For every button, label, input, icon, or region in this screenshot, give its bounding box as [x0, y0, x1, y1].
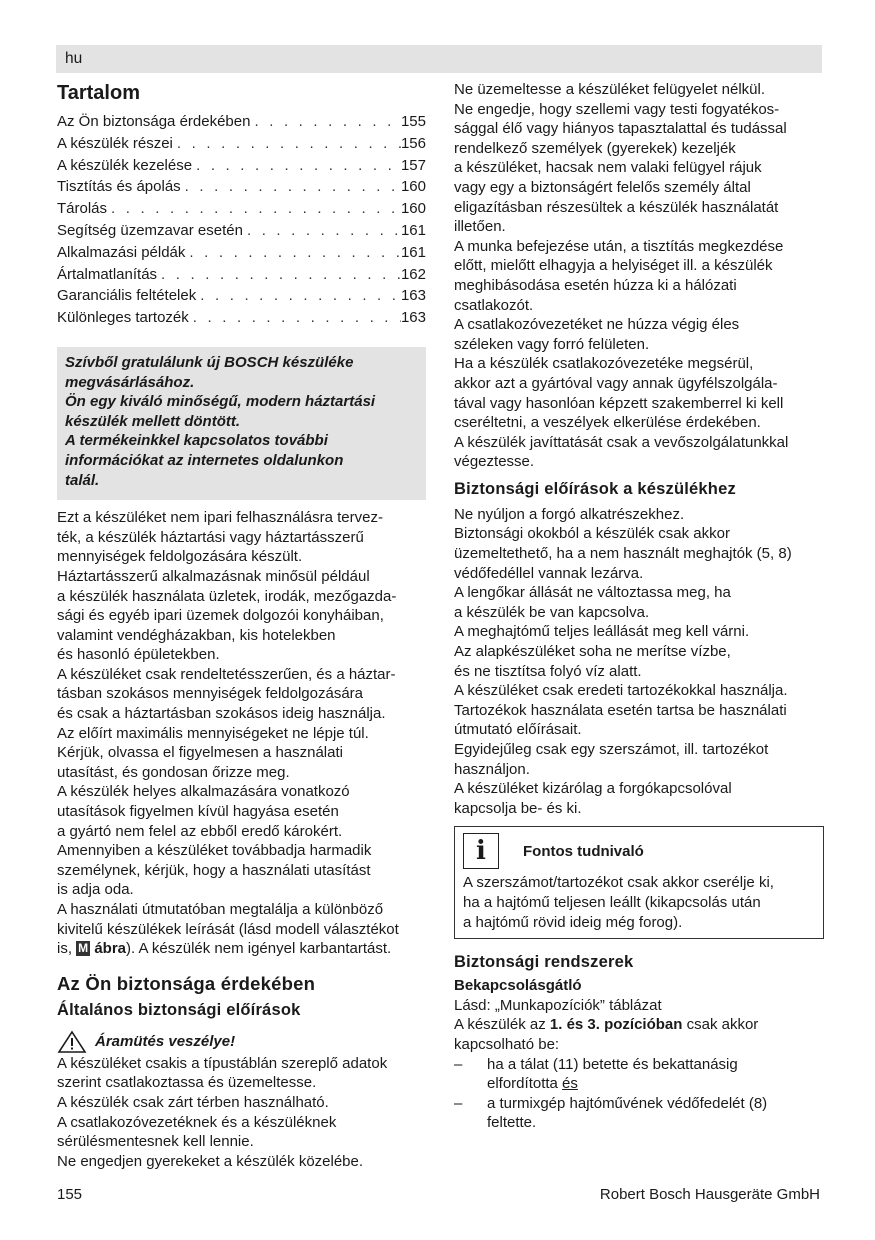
text-line: utasítást, és gondosan őrizze meg. — [57, 763, 290, 781]
info-header — [463, 833, 815, 869]
item2-line2: feltette. — [487, 1114, 537, 1132]
toc-item — [57, 113, 426, 135]
safety-title: Az Ön biztonsága érdekében — [57, 972, 316, 994]
text-line: Ön egy kiváló minőségű, modern háztartási — [65, 393, 376, 411]
toc-item-page: 160 — [400, 178, 426, 196]
item2-line1: a turmixgép hajtóművének védőfedelét (8) — [487, 1094, 768, 1112]
intro-last-line — [57, 939, 426, 959]
toc-item-label: A készülék kezelése — [57, 156, 193, 174]
toc-leader-dots — [157, 266, 401, 283]
toc-item — [57, 309, 426, 331]
text-line: a készüléket, hacsak nem valaki felügyel rájuk — [454, 159, 762, 177]
position-line — [454, 1015, 824, 1035]
text-line: Egyidejűleg csak egy szerszámot, ill. tartozékot — [454, 741, 769, 758]
text-line: Ezt a készüléket nem ipari felhasználásra tervez- — [57, 509, 383, 527]
text-line: A készüléket csak rendeltetésszerűen, és a háztar- — [57, 665, 396, 683]
text-line: a készülék használata üzletek, irodák, mezőgazda- — [57, 587, 397, 605]
congratulation-notice — [57, 347, 426, 500]
text-line: A termékeinkkel kapcsolatos további — [65, 432, 328, 450]
text-line: ték, a készülék háztartási vagy háztartásszerű — [57, 528, 364, 546]
text-line: használjon. — [454, 760, 530, 778]
figure-ref: ábra — [94, 940, 127, 958]
device-safety-title: Biztonsági előírások a készülékhez — [454, 479, 736, 498]
language-code: hu — [65, 50, 83, 67]
text-line: A készülék helyes alkalmazására vonatkozó — [57, 783, 350, 801]
footer-company: Robert Bosch Hausgeräte GmbH — [599, 1186, 820, 1203]
position-prefix: A készülék az — [454, 1016, 550, 1034]
list-item — [454, 1094, 824, 1133]
text-line: üzemeltethető, ha a nem használt meghajtók (5, 8) — [454, 545, 792, 563]
text-line: A készüléket kizárólag a forgókapcsolóval — [454, 780, 732, 798]
text-line: Az alapkészüléket soha ne merítse vízbe, — [454, 643, 731, 661]
text-line: cseréltetni, a veszélyek elkerülése érdekében. — [454, 414, 761, 432]
toc-item — [57, 135, 426, 157]
text-line: A csatlakozóvezetéket ne húzza végig éles — [454, 316, 740, 334]
text-line: a gyártó nem felel az ebből eredő károkért. — [57, 822, 343, 840]
text-line: A meghajtómű teljes leállását meg kell várni. — [454, 623, 750, 641]
toc-item-page: 156 — [400, 134, 426, 152]
info-text — [463, 873, 815, 932]
text-line: Szívből gratulálunk új BOSCH készüléke — [65, 353, 354, 371]
text-line: Kérjük, olvassa el figyelmesen a használati — [57, 744, 343, 762]
text-line: kivitelű készülékek leírását (lásd modell választékot — [57, 920, 399, 938]
toc-item-page: 162 — [400, 265, 426, 283]
toc-title: Tartalom — [57, 82, 140, 104]
text-line: Az előírt maximális mennyiségeket ne lépje túl. — [57, 724, 369, 742]
text-line: A készülék csak zárt térben használható. — [57, 1093, 329, 1111]
position-suffix: csak akkor — [682, 1016, 759, 1034]
text-line: információkat az internetes oldalunkon — [65, 451, 344, 469]
intro-text — [57, 508, 426, 939]
toc-item-page: 163 — [400, 309, 426, 327]
language-bar — [56, 45, 822, 73]
text-line: végeztesse. — [454, 453, 535, 471]
toc-item — [57, 287, 426, 309]
toc-item-label: Különleges tartozék — [57, 309, 189, 327]
text-line: A lengőkar állását ne változtassa meg, ha — [454, 584, 731, 602]
toc-item-page: 163 — [400, 287, 426, 305]
dash-bullet: – — [454, 1094, 463, 1112]
interlock-subtitle: Bekapcsolásgátló — [454, 977, 582, 995]
text-line: vagy egy a biztonságért felelős személy által — [454, 178, 751, 196]
item1-line2-underlined: és — [562, 1075, 578, 1093]
text-line: a készülék be van kapcsolva. — [454, 603, 650, 621]
toc-item — [57, 222, 426, 244]
page-number: 155 — [57, 1186, 83, 1203]
warning-triangle-icon — [57, 1030, 87, 1054]
text-line: A csatlakozóvezetéknek és a készüléknek — [57, 1113, 337, 1131]
toc-item-label: Ártalmatlanítás — [57, 265, 158, 283]
text-line: A használati útmutatóban megtalálja a különböző — [57, 901, 384, 918]
toc-item-label: A készülék részei — [57, 134, 173, 152]
toc-item-page: 160 — [400, 200, 426, 218]
text-line: Ne engedjen gyerekeket a készülék közelébe. — [57, 1152, 364, 1170]
text-line: illetően. — [454, 218, 506, 236]
text-line: Ne nyúljon a forgó alkatrészekhez. — [454, 505, 685, 523]
text-line: Ne üzemeltesse a készüléket felügyelet nélkül. — [454, 81, 766, 98]
text-line: megvásárlásához. — [65, 373, 195, 391]
text-line: tával vagy hasonlóan képzett szakemberrel ki kell — [454, 394, 784, 412]
safety-systems-title: Biztonsági rendszerek — [454, 953, 634, 972]
toc-item-label: Segítség üzemzavar esetén — [57, 221, 243, 239]
text-line: valamint vendégházakban, kis hotelekben — [57, 626, 336, 644]
text-line: meghibásodása esetén húzza ki a hálózati — [454, 276, 737, 294]
electric-shock-warning — [57, 1030, 426, 1054]
text-line: széleken vagy forró felületen. — [454, 335, 650, 353]
toc-item-page: 161 — [400, 221, 426, 239]
text-line: utasítások figyelmen kívül hagyása esetén — [57, 803, 339, 821]
toc-item — [57, 200, 426, 222]
text-line: eligazításban részesültek a készülék használatát — [454, 198, 779, 216]
info-title: Fontos tudnivaló — [523, 842, 644, 860]
text-line: Biztonsági okokból a készülék csak akkor — [454, 525, 730, 543]
list-item — [454, 1055, 824, 1094]
model-badge-icon: M — [78, 941, 89, 956]
text-line: szerint csatlakoztassa és üzemeltesse. — [57, 1074, 317, 1092]
toc-item-label: Tárolás — [57, 200, 108, 218]
toc-item — [57, 178, 426, 200]
text-line: A készüléket csak eredeti tartozékokkal használja. — [454, 682, 788, 700]
text-line: is adja oda. — [57, 881, 134, 899]
text-line: sági és egyéb ipari üzemek dolgozói konyháiban, — [57, 607, 384, 625]
right-column — [454, 78, 824, 1133]
text-line: Tartozékok használata esetén tartsa be használati — [454, 701, 787, 719]
text-line: előtt, mielőtt elhagyja a helyiséget ill. a készülék — [454, 257, 773, 275]
toc-leader-dots — [192, 157, 401, 174]
text-line: a hajtómű rövid ideig még forog). — [463, 913, 683, 931]
device-safety-text — [454, 505, 824, 819]
text-line: és ne tisztítsa folyó víz alatt. — [454, 662, 642, 680]
toc-leader-dots — [107, 200, 401, 217]
text-line: A készüléket csakis a típustáblán szereplő adatok — [57, 1054, 388, 1072]
text-line: mennyiségek feldolgozására készült. — [57, 548, 303, 566]
text-line: ha a hajtómű teljesen leállt (kikapcsolás után — [463, 893, 761, 911]
text-line: Amennyiben a készüléket továbbadja harmadik — [57, 842, 372, 860]
toc-item-label: Az Ön biztonsága érdekében — [57, 113, 251, 130]
toc-item-label: Tisztítás és ápolás — [57, 178, 181, 196]
toc-leader-dots — [185, 244, 401, 261]
toc-leader-dots — [173, 135, 401, 152]
intro-last-prefix: is, — [57, 940, 77, 958]
position-line-2: kapcsolható be: — [454, 1035, 560, 1053]
toc-item-page: 157 — [400, 156, 426, 174]
text-line: védőfedéllel vannak lezárva. — [454, 564, 644, 582]
text-line: A készülék javíttatását csak a vevőszolgálatunkkal — [454, 433, 789, 451]
text-line: A munka befejezése után, a tisztítás megkezdése — [454, 237, 784, 255]
text-line: tásban szokásos mennyiségek feldolgozására — [57, 685, 364, 703]
text-line: sággal élő vagy hiányos tapasztalattal és tudással — [454, 120, 787, 138]
text-line: rendelkező személyek (gyerekek) kezeljék — [454, 139, 736, 157]
position-bold: 1. és 3. pozícióban — [549, 1016, 683, 1034]
text-line: útmutató előírásait. — [454, 721, 582, 739]
text-line: A szerszámot/tartozékot csak akkor cserélje ki, — [463, 874, 774, 892]
toc-item-label: Garanciális feltételek — [57, 287, 197, 305]
text-line: sérülésmentesnek kell lennie. — [57, 1133, 254, 1151]
intro-last-suffix: ). A készülék nem igényel karbantartást. — [126, 940, 392, 958]
text-line: Ha a készülék csatlakozóvezetéke megsérül, — [454, 355, 754, 373]
dash-bullet: – — [454, 1055, 463, 1073]
item1-line1: ha a tálat (11) betette és bekattanásig — [487, 1055, 738, 1073]
toc-leader-dots — [196, 287, 401, 304]
toc-leader-dots — [250, 113, 401, 130]
text-line: személynek, kérjük, hogy a használati utasítást — [57, 861, 371, 879]
item1-line2-prefix: elfordította — [487, 1075, 563, 1093]
see-table-line: Lásd: „Munkapozíciók” táblázat — [454, 996, 662, 1014]
toc-leader-dots — [181, 178, 401, 195]
text-line: talál. — [65, 471, 100, 489]
general-safety-title: Általános biztonsági előírások — [57, 1000, 301, 1019]
text-line: akkor azt a gyártóval vagy annak ügyfélszolgála- — [454, 374, 778, 392]
text-line: készülék mellett döntött. — [65, 412, 241, 430]
text-line: és csak a háztartásban szokásos ideig használja. — [57, 705, 386, 723]
toc-item-page: 155 — [400, 113, 426, 130]
safety-text — [57, 1054, 426, 1172]
info-icon: i — [463, 833, 499, 869]
important-info-box — [454, 826, 824, 939]
text-line: csatlakozót. — [454, 296, 534, 314]
text-line: Ne engedje, hogy szellemi vagy testi fogyatékos- — [454, 100, 780, 118]
toc-item-page: 161 — [400, 243, 426, 261]
warning-label: Áramütés veszélye! — [95, 1033, 236, 1051]
left-column — [57, 78, 426, 1171]
toc-leader-dots — [189, 309, 401, 326]
text-line: kapcsolja be- és ki. — [454, 799, 582, 817]
supervision-text — [454, 80, 824, 472]
text-line: Háztartásszerű alkalmazásnak minősül például — [57, 567, 370, 585]
toc-item — [57, 157, 426, 179]
toc-item-label: Alkalmazási példák — [57, 243, 186, 261]
text-line: és hasonló épületekben. — [57, 646, 220, 664]
toc-item — [57, 244, 426, 266]
toc-leader-dots — [243, 222, 401, 239]
toc-item — [57, 266, 426, 288]
table-of-contents — [57, 113, 426, 331]
item1-line2 — [487, 1074, 738, 1094]
